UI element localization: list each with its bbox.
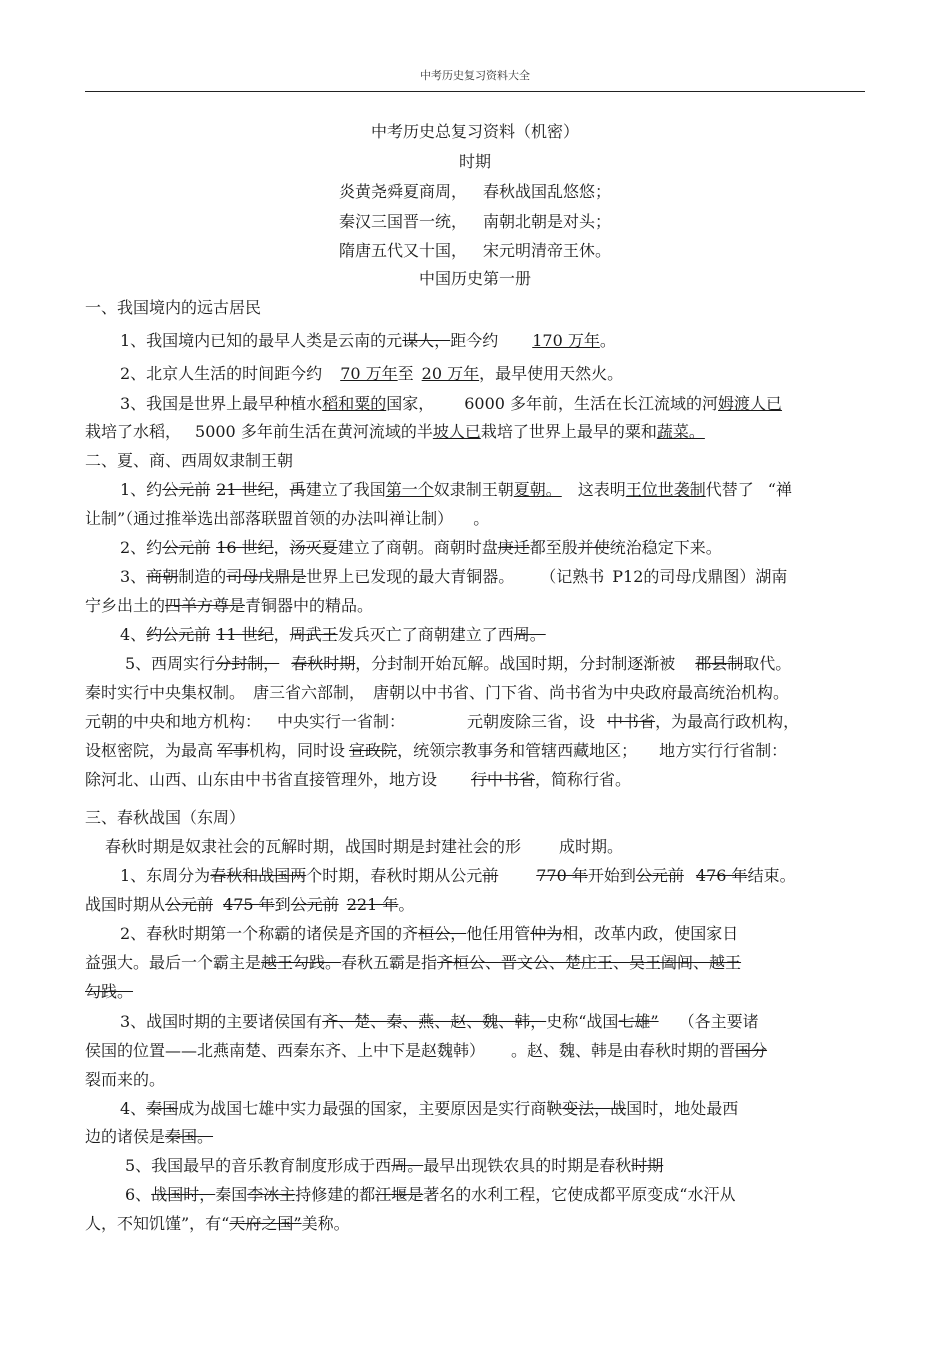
text-run: ，统领宗教事务和管辖西藏地区； [397, 741, 638, 760]
text-run: 秦汉三国晋一统， [338, 212, 467, 231]
text-run: 成时期。 [559, 837, 624, 856]
text-run: ，最早使用天然火。 [479, 364, 624, 383]
text-run: P12 [612, 567, 644, 586]
text-run: 蔬菜。 [656, 422, 705, 441]
text-run: 取代。 [743, 654, 792, 673]
text-run: 并使 [577, 538, 610, 557]
text-run: 姆渡人已 [718, 394, 783, 413]
text-run: 谋人， [402, 331, 451, 350]
text-run: 的司母戊鼎图）湖南 [643, 567, 788, 586]
s1-paragraph-1 [120, 330, 616, 352]
s2-paragraph-5b: 秦时实行中央集权制。 唐三省六部制， 唐朝以中书省、门下省、尚书省为中央政府最高统治机构。 [85, 683, 790, 702]
text-run: 前 [482, 866, 499, 885]
text-run: 奴隶制王朝 [433, 480, 514, 499]
text-run: 庚迁 [497, 538, 530, 557]
text-run: 隋唐五代又十国， [338, 241, 467, 260]
text-run: “禅 [767, 480, 792, 499]
text-run: 公元前 [162, 538, 211, 557]
text-run: 边的诸侯是 [85, 1127, 166, 1146]
text-run: 除河北、山西、山东由中书省直接管理外，地方设 [85, 770, 438, 789]
text-run: 人，不知饥馑”，有“ [85, 1214, 230, 1233]
text-run: 栽培了世界上最早的粟和 [480, 422, 657, 441]
text-run: 到 [274, 895, 291, 914]
text-run: 。 [473, 509, 490, 528]
text-run: 司母戊鼎是 [226, 567, 307, 586]
text-run: 都至殷 [529, 538, 578, 557]
text-run: 春秋和 [210, 866, 259, 885]
text-run: 元朝的中央和地方机构： [85, 712, 262, 731]
text-run: （记熟书 [540, 567, 605, 586]
s3-paragraph-3c: 裂而来的。 [85, 1070, 166, 1089]
s2-paragraph-5a [125, 653, 791, 675]
text-run: 战 [610, 1099, 627, 1118]
text-run: 至 [397, 364, 414, 383]
text-run: 变法， [562, 1099, 611, 1118]
text-run: 地方实行行省制： [659, 741, 788, 760]
text-run: 春秋战国乱悠悠； [483, 182, 612, 201]
text-run: 七雄” [618, 1012, 659, 1031]
text-run: 中书省 [607, 712, 656, 731]
text-run: 2、北京人生活的时间距今约 [120, 364, 323, 383]
text-run: 坡人已 [432, 422, 481, 441]
text-run: 2、春秋时期第一个称霸的诸侯是齐国的齐 [120, 924, 419, 943]
text-run: 南朝北朝是对头； [483, 212, 612, 231]
s3-paragraph-3b [85, 1040, 767, 1062]
s1-paragraph-3b [85, 421, 705, 443]
text-run: 周武王 [289, 625, 338, 644]
text-run: 他任用管 [466, 924, 531, 943]
text-run: 行中书省 [471, 770, 536, 789]
poem-line-1 [0, 181, 950, 203]
s2-paragraph-5e [85, 769, 631, 791]
text-run: 春秋时期是奴隶社会的瓦解时期，战国时期是封建社会的形 [105, 837, 522, 856]
s3-intro [105, 836, 623, 858]
s3-paragraph-6b [85, 1213, 350, 1235]
text-run: 最早出现铁农具的时期是春秋 [423, 1156, 632, 1175]
text-run: 约公元前 [146, 625, 211, 644]
text-run: 国时，地处最西 [626, 1099, 739, 1118]
text-run: ， [273, 625, 290, 644]
text-run: 齐桓公、晋文公、楚庄王、吴王阖闾、越王 [437, 953, 742, 972]
text-run: 王位世袭制 [625, 480, 706, 499]
text-run: 。赵、魏、韩是由春秋时期的晋 [511, 1041, 736, 1060]
text-run: ， [273, 538, 290, 557]
running-header: 中考历史复习资料大全 [420, 69, 530, 82]
text-run: 170 万年 [532, 331, 600, 350]
text-run: 汤灭夏 [289, 538, 338, 557]
s2-paragraph-1b [85, 508, 489, 530]
text-run: 宋元明清帝王休。 [483, 241, 612, 260]
text-run: 让制”（通过推举选出部落联盟首领的办法叫禅让制） [85, 509, 454, 528]
text-run: 夏朝。 [513, 480, 562, 499]
text-run: 稻和粟的 [322, 394, 387, 413]
text-run: 21 世纪 [216, 480, 274, 499]
text-run: 6、 [125, 1185, 152, 1204]
text-run: 秦国。 [165, 1127, 214, 1146]
s2-paragraph-5d [85, 740, 787, 762]
s3-paragraph-2a [120, 923, 738, 945]
text-run: 221 年 [346, 895, 399, 914]
text-run: 相，改革内政，使国家日 [562, 924, 739, 943]
text-run: 著名的水利工程，它使成都平原变成“水汗从 [423, 1185, 736, 1204]
text-run: 栽培了水稻， [85, 422, 182, 441]
text-run: 5、西周实行 [125, 654, 216, 673]
text-run: 2、约 [120, 538, 163, 557]
poem-line-3 [0, 240, 950, 262]
text-run: 成为战国七雄中实力最强的国家，主要原因是实行商鞅 [178, 1099, 563, 1118]
s3-paragraph-2c [85, 981, 133, 1003]
text-run: ，分封制开始瓦解。战国时期，分封制逐渐被 [355, 654, 676, 673]
text-run: 第一个 [385, 480, 434, 499]
s1-paragraph-3a [120, 393, 782, 415]
text-run: 4、 [120, 625, 147, 644]
text-run: 3、我国是世界上最早种植水 [120, 394, 323, 413]
text-run: 元朝废除三省，设 [467, 712, 596, 731]
text-run: 江堰是 [375, 1185, 424, 1204]
text-run: 5、我国最早的音乐教育制度形成于西 [125, 1156, 392, 1175]
text-run: 机构，同时设 [249, 741, 346, 760]
text-run: 桓公， [418, 924, 467, 943]
text-run: 侯国的位置——北燕南楚、西秦东齐、上中下是赵魏韩） [85, 1041, 486, 1060]
text-run: 1、我国境内已知的最早人类是云南的元 [120, 331, 403, 350]
text-run: 国分 [735, 1041, 768, 1060]
s3-paragraph-3a [120, 1011, 759, 1033]
text-run: 益强大。最后一个霸主是 [85, 953, 262, 972]
text-run: 战国时， [151, 1185, 216, 1204]
text-run: 商朝 [146, 567, 179, 586]
text-run: 公元前 [290, 895, 339, 914]
text-run: 国家， [386, 394, 435, 413]
text-run: 春秋时期 [291, 654, 356, 673]
text-run: 这表明 [577, 480, 626, 499]
s3-paragraph-1a [120, 865, 796, 887]
text-run: 建立了商朝。商朝时盘 [337, 538, 498, 557]
s2-paragraph-1a [120, 479, 792, 501]
text-run: 开始到 [587, 866, 636, 885]
text-run: 战国时期从 [85, 895, 166, 914]
text-run: 。 [599, 331, 616, 350]
header-rule [85, 91, 865, 92]
text-run: 秦国 [215, 1185, 248, 1204]
text-run: （各主要诸 [678, 1012, 759, 1031]
subtitle-period: 时期 [458, 152, 491, 171]
text-run: 476 年 [695, 866, 748, 885]
text-run: 1、东周分为 [120, 866, 211, 885]
s3-paragraph-5 [125, 1155, 663, 1177]
text-run: 春秋五霸是指 [341, 953, 438, 972]
text-run: 70 万年 [340, 364, 398, 383]
text-run: 周。 [391, 1156, 424, 1175]
s3-paragraph-1b [85, 894, 414, 916]
text-run: 设枢密院，为最高 [85, 741, 214, 760]
text-run: 3、 [120, 567, 147, 586]
text-run: 统治稳定下来。 [609, 538, 722, 557]
s2-paragraph-3b [85, 595, 373, 617]
text-run: 475 年 [223, 895, 275, 914]
poem-line-2 [0, 211, 950, 233]
text-run: 四羊方尊是 [165, 596, 246, 615]
text-run: 中央实行一省制： [277, 712, 406, 731]
text-run: 周。 [513, 625, 546, 644]
s3-paragraph-4a [120, 1098, 738, 1120]
text-run: 6000 多年前，生活在长江流域的河 [464, 394, 719, 413]
section-heading-1: 一、我国境内的远古居民 [85, 298, 262, 317]
text-run: 宁乡出土的 [85, 596, 166, 615]
text-run: 。 [398, 895, 415, 914]
text-run: 秦国 [146, 1099, 179, 1118]
text-run: 勾践。 [85, 982, 134, 1001]
text-run: 公元前 [162, 480, 211, 499]
text-run: 结束。 [747, 866, 796, 885]
text-run: 20 万年 [421, 364, 480, 383]
s2-paragraph-2 [120, 537, 722, 559]
s2-paragraph-5c [85, 711, 799, 733]
text-run: 齐、楚、秦、燕、赵、魏、韩， [322, 1012, 547, 1031]
text-run: 建立了我国 [305, 480, 386, 499]
s2-paragraph-3a [120, 566, 787, 588]
text-run: 代替了 [705, 480, 754, 499]
text-run: 持修建的都 [295, 1185, 376, 1204]
text-run: 世界上已发现的最大青铜器。 [306, 567, 515, 586]
text-run: 禹 [289, 480, 306, 499]
text-run: 5000 多年前生活在黄河流域的半 [195, 422, 433, 441]
text-run: ， [273, 480, 290, 499]
text-run: 分封制， [215, 654, 280, 673]
section-heading-3: 三、春秋战国（东周） [85, 808, 246, 827]
s3-paragraph-4b [85, 1126, 213, 1148]
text-run: 天府之国” [229, 1214, 302, 1233]
text-run: 战国两 [258, 866, 307, 885]
text-run: 郡县制 [695, 654, 744, 673]
text-run: 3、战国时期的主要诸侯国有 [120, 1012, 323, 1031]
text-run: 军事 [217, 741, 250, 760]
text-run: 越王勾践。 [261, 953, 342, 972]
text-run: 制造的 [178, 567, 227, 586]
section-heading-2: 二、夏、商、西周奴隶制王朝 [85, 451, 294, 470]
text-run: 李冰主 [247, 1185, 296, 1204]
text-run: 770 年 [536, 866, 588, 885]
text-run: 美称。 [301, 1214, 350, 1233]
text-run: 史称“战国 [546, 1012, 619, 1031]
document-title: 中考历史总复习资料（机密） [370, 122, 579, 141]
text-run: 发兵灭亡了商朝建立了西 [337, 625, 514, 644]
text-run: 青铜器中的精品。 [245, 596, 374, 615]
s1-paragraph-2 [120, 363, 623, 385]
text-run: 公元前 [165, 895, 214, 914]
text-run: ，简称行省。 [535, 770, 632, 789]
volume-title: 中国历史第一册 [418, 269, 531, 288]
text-run: 公元前 [635, 866, 684, 885]
text-run: 16 世纪 [216, 538, 274, 557]
s2-paragraph-4 [120, 624, 546, 646]
text-run: 11 世纪 [216, 625, 274, 644]
text-run: 仲为 [530, 924, 563, 943]
text-run: ，为最高行政机构， [655, 712, 800, 731]
s3-paragraph-6a [125, 1184, 735, 1206]
s3-paragraph-2b [85, 952, 779, 974]
text-run: 距今约 [450, 331, 499, 350]
text-run: 4、 [120, 1099, 147, 1118]
text-run: 时期 [631, 1156, 664, 1175]
text-run: 个时期，春秋时期从公元 [306, 866, 483, 885]
text-run: 宣政院 [349, 741, 398, 760]
text-run: 炎黄尧舜夏商周， [338, 182, 467, 201]
text-run: 1、约 [120, 480, 163, 499]
